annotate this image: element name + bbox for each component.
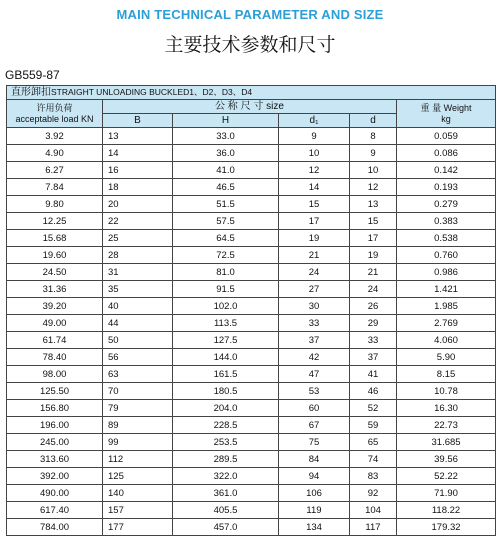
d-cell: 9 xyxy=(350,145,397,162)
weight-cell: 1.985 xyxy=(397,298,496,315)
b-cell: 89 xyxy=(103,417,173,434)
weight-cell: 0.986 xyxy=(397,264,496,281)
table-row xyxy=(7,349,496,366)
weight-header xyxy=(397,100,496,128)
d1-cell: 19 xyxy=(279,230,350,247)
col-b-header: B xyxy=(103,114,173,128)
b-cell: 28 xyxy=(103,247,173,264)
load-cell: 24.50 xyxy=(7,264,103,281)
load-cell: 784.00 xyxy=(7,519,103,536)
d-cell: 65 xyxy=(350,434,397,451)
weight-cell: 0.383 xyxy=(397,213,496,230)
title-english: MAIN TECHNICAL PARAMETER AND SIZE xyxy=(116,7,384,22)
d-cell: 8 xyxy=(350,128,397,145)
d-cell: 13 xyxy=(350,196,397,213)
load-cell: 78.40 xyxy=(7,349,103,366)
load-cell: 392.00 xyxy=(7,468,103,485)
d1-cell: 27 xyxy=(279,281,350,298)
d1-cell: 24 xyxy=(279,264,350,281)
table-row xyxy=(7,451,496,468)
load-cell: 49.00 xyxy=(7,315,103,332)
h-cell: 33.0 xyxy=(173,128,279,145)
d1-cell: 94 xyxy=(279,468,350,485)
b-cell: 112 xyxy=(103,451,173,468)
d1-cell: 134 xyxy=(279,519,350,536)
weight-cell: 52.22 xyxy=(397,468,496,485)
h-cell: 361.0 xyxy=(173,485,279,502)
col-d-header: d xyxy=(350,114,397,128)
weight-cell: 22.73 xyxy=(397,417,496,434)
b-cell: 22 xyxy=(103,213,173,230)
h-cell: 144.0 xyxy=(173,349,279,366)
table-row xyxy=(7,366,496,383)
d-cell: 12 xyxy=(350,179,397,196)
load-cell: 19.60 xyxy=(7,247,103,264)
load-header-en: acceptable load KN xyxy=(15,113,94,124)
h-cell: 127.5 xyxy=(173,332,279,349)
weight-cell: 0.538 xyxy=(397,230,496,247)
h-cell: 405.5 xyxy=(173,502,279,519)
h-cell: 228.5 xyxy=(173,417,279,434)
d1-cell: 12 xyxy=(279,162,350,179)
parameter-table xyxy=(6,85,496,536)
table-row xyxy=(7,434,496,451)
weight-cell: 0.059 xyxy=(397,128,496,145)
weight-cell: 1.421 xyxy=(397,281,496,298)
b-cell: 63 xyxy=(103,366,173,383)
d-cell: 21 xyxy=(350,264,397,281)
table-row xyxy=(7,315,496,332)
load-cell: 490.00 xyxy=(7,485,103,502)
h-cell: 161.5 xyxy=(173,366,279,383)
load-cell: 617.40 xyxy=(7,502,103,519)
d1-cell: 37 xyxy=(279,332,350,349)
weight-cell: 179.32 xyxy=(397,519,496,536)
table-row xyxy=(7,332,496,349)
b-cell: 157 xyxy=(103,502,173,519)
h-cell: 46.5 xyxy=(173,179,279,196)
weight-cell: 39.56 xyxy=(397,451,496,468)
d-cell: 19 xyxy=(350,247,397,264)
load-cell: 39.20 xyxy=(7,298,103,315)
d1-cell: 67 xyxy=(279,417,350,434)
table-row xyxy=(7,247,496,264)
d1-cell: 60 xyxy=(279,400,350,417)
d1-cell: 21 xyxy=(279,247,350,264)
weight-cell: 0.193 xyxy=(397,179,496,196)
load-cell: 12.25 xyxy=(7,213,103,230)
weight-cell: 71.90 xyxy=(397,485,496,502)
table-row xyxy=(7,502,496,519)
d-cell: 46 xyxy=(350,383,397,400)
d1-cell: 14 xyxy=(279,179,350,196)
weight-cell: 4.060 xyxy=(397,332,496,349)
d-cell: 33 xyxy=(350,332,397,349)
d-cell: 24 xyxy=(350,281,397,298)
h-cell: 113.5 xyxy=(173,315,279,332)
weight-cell: 118.22 xyxy=(397,502,496,519)
weight-unit: kg xyxy=(441,113,451,124)
load-cell: 313.60 xyxy=(7,451,103,468)
h-cell: 289.5 xyxy=(173,451,279,468)
d-cell: 10 xyxy=(350,162,397,179)
weight-cell: 31.685 xyxy=(397,434,496,451)
load-cell: 9.80 xyxy=(7,196,103,213)
d1-cell: 42 xyxy=(279,349,350,366)
h-cell: 253.5 xyxy=(173,434,279,451)
title-chinese: 主要技术参数和尺寸 xyxy=(164,34,336,56)
weight-cell: 0.142 xyxy=(397,162,496,179)
table-row xyxy=(7,196,496,213)
d1-cell: 53 xyxy=(279,383,350,400)
h-cell: 457.0 xyxy=(173,519,279,536)
h-cell: 180.5 xyxy=(173,383,279,400)
d-cell: 117 xyxy=(350,519,397,536)
table-row xyxy=(7,485,496,502)
b-cell: 16 xyxy=(103,162,173,179)
load-cell: 156.80 xyxy=(7,400,103,417)
d-cell: 17 xyxy=(350,230,397,247)
type-heading-en: STRAIGHT UNLOADING BUCKLED1、D2、D3、D4 xyxy=(51,87,253,97)
h-cell: 322.0 xyxy=(173,468,279,485)
b-cell: 70 xyxy=(103,383,173,400)
table-row xyxy=(7,145,496,162)
weight-cell: 0.760 xyxy=(397,247,496,264)
table-row xyxy=(7,298,496,315)
weight-cell: 16.30 xyxy=(397,400,496,417)
b-cell: 40 xyxy=(103,298,173,315)
d-cell: 41 xyxy=(350,366,397,383)
table-row xyxy=(7,519,496,536)
b-cell: 14 xyxy=(103,145,173,162)
b-cell: 35 xyxy=(103,281,173,298)
size-header-en: size xyxy=(266,100,284,112)
load-cell: 3.92 xyxy=(7,128,103,145)
weight-header-cn: 重 量 xyxy=(420,102,442,113)
type-heading-cn: 直形卸扣 xyxy=(11,87,51,98)
b-cell: 18 xyxy=(103,179,173,196)
b-cell: 56 xyxy=(103,349,173,366)
table-row xyxy=(7,213,496,230)
weight-cell: 2.769 xyxy=(397,315,496,332)
h-cell: 41.0 xyxy=(173,162,279,179)
h-cell: 81.0 xyxy=(173,264,279,281)
d1-cell: 84 xyxy=(279,451,350,468)
table-row xyxy=(7,264,496,281)
d1-cell: 9 xyxy=(279,128,350,145)
weight-cell: 0.086 xyxy=(397,145,496,162)
type-heading xyxy=(7,86,496,100)
d-cell: 52 xyxy=(350,400,397,417)
d1-cell: 10 xyxy=(279,145,350,162)
weight-cell: 8.15 xyxy=(397,366,496,383)
d1-cell: 17 xyxy=(279,213,350,230)
h-cell: 51.5 xyxy=(173,196,279,213)
d1-cell: 33 xyxy=(279,315,350,332)
load-cell: 125.50 xyxy=(7,383,103,400)
b-cell: 50 xyxy=(103,332,173,349)
table-row xyxy=(7,400,496,417)
load-cell: 61.74 xyxy=(7,332,103,349)
load-cell: 15.68 xyxy=(7,230,103,247)
b-cell: 44 xyxy=(103,315,173,332)
weight-cell: 10.78 xyxy=(397,383,496,400)
d1-cell: 30 xyxy=(279,298,350,315)
size-header-cn: 公 称 尺 寸 xyxy=(215,100,264,112)
b-cell: 177 xyxy=(103,519,173,536)
d1-cell: 15 xyxy=(279,196,350,213)
table-row xyxy=(7,230,496,247)
d-cell: 26 xyxy=(350,298,397,315)
load-cell: 98.00 xyxy=(7,366,103,383)
col-h-header: H xyxy=(173,114,279,128)
d1-cell: 47 xyxy=(279,366,350,383)
b-cell: 25 xyxy=(103,230,173,247)
d1-cell: 106 xyxy=(279,485,350,502)
b-cell: 79 xyxy=(103,400,173,417)
load-header-cn: 许用负荷 xyxy=(36,102,73,113)
load-header xyxy=(7,100,103,128)
d1-cell: 75 xyxy=(279,434,350,451)
b-cell: 31 xyxy=(103,264,173,281)
load-cell: 6.27 xyxy=(7,162,103,179)
weight-cell: 0.279 xyxy=(397,196,496,213)
table-row xyxy=(7,128,496,145)
load-cell: 4.90 xyxy=(7,145,103,162)
d-cell: 29 xyxy=(350,315,397,332)
d-cell: 92 xyxy=(350,485,397,502)
d1-cell: 119 xyxy=(279,502,350,519)
h-cell: 204.0 xyxy=(173,400,279,417)
b-cell: 140 xyxy=(103,485,173,502)
d-cell: 74 xyxy=(350,451,397,468)
d-cell: 37 xyxy=(350,349,397,366)
h-cell: 64.5 xyxy=(173,230,279,247)
table-row xyxy=(7,281,496,298)
weight-cell: 5.90 xyxy=(397,349,496,366)
size-header xyxy=(103,100,397,114)
d-cell: 83 xyxy=(350,468,397,485)
table-row xyxy=(7,179,496,196)
b-cell: 125 xyxy=(103,468,173,485)
table-row xyxy=(7,468,496,485)
h-cell: 72.5 xyxy=(173,247,279,264)
col-d1-header: d₁ xyxy=(279,114,350,128)
b-cell: 20 xyxy=(103,196,173,213)
table-row xyxy=(7,162,496,179)
h-cell: 57.5 xyxy=(173,213,279,230)
standard-code: GB559-87 xyxy=(5,68,60,82)
table-row xyxy=(7,383,496,400)
b-cell: 99 xyxy=(103,434,173,451)
h-cell: 36.0 xyxy=(173,145,279,162)
load-cell: 245.00 xyxy=(7,434,103,451)
table-row xyxy=(7,417,496,434)
h-cell: 102.0 xyxy=(173,298,279,315)
load-cell: 31.36 xyxy=(7,281,103,298)
d-cell: 15 xyxy=(350,213,397,230)
d-cell: 59 xyxy=(350,417,397,434)
weight-header-en: Weight xyxy=(443,102,472,113)
load-cell: 7.84 xyxy=(7,179,103,196)
load-cell: 196.00 xyxy=(7,417,103,434)
h-cell: 91.5 xyxy=(173,281,279,298)
d-cell: 104 xyxy=(350,502,397,519)
b-cell: 13 xyxy=(103,128,173,145)
